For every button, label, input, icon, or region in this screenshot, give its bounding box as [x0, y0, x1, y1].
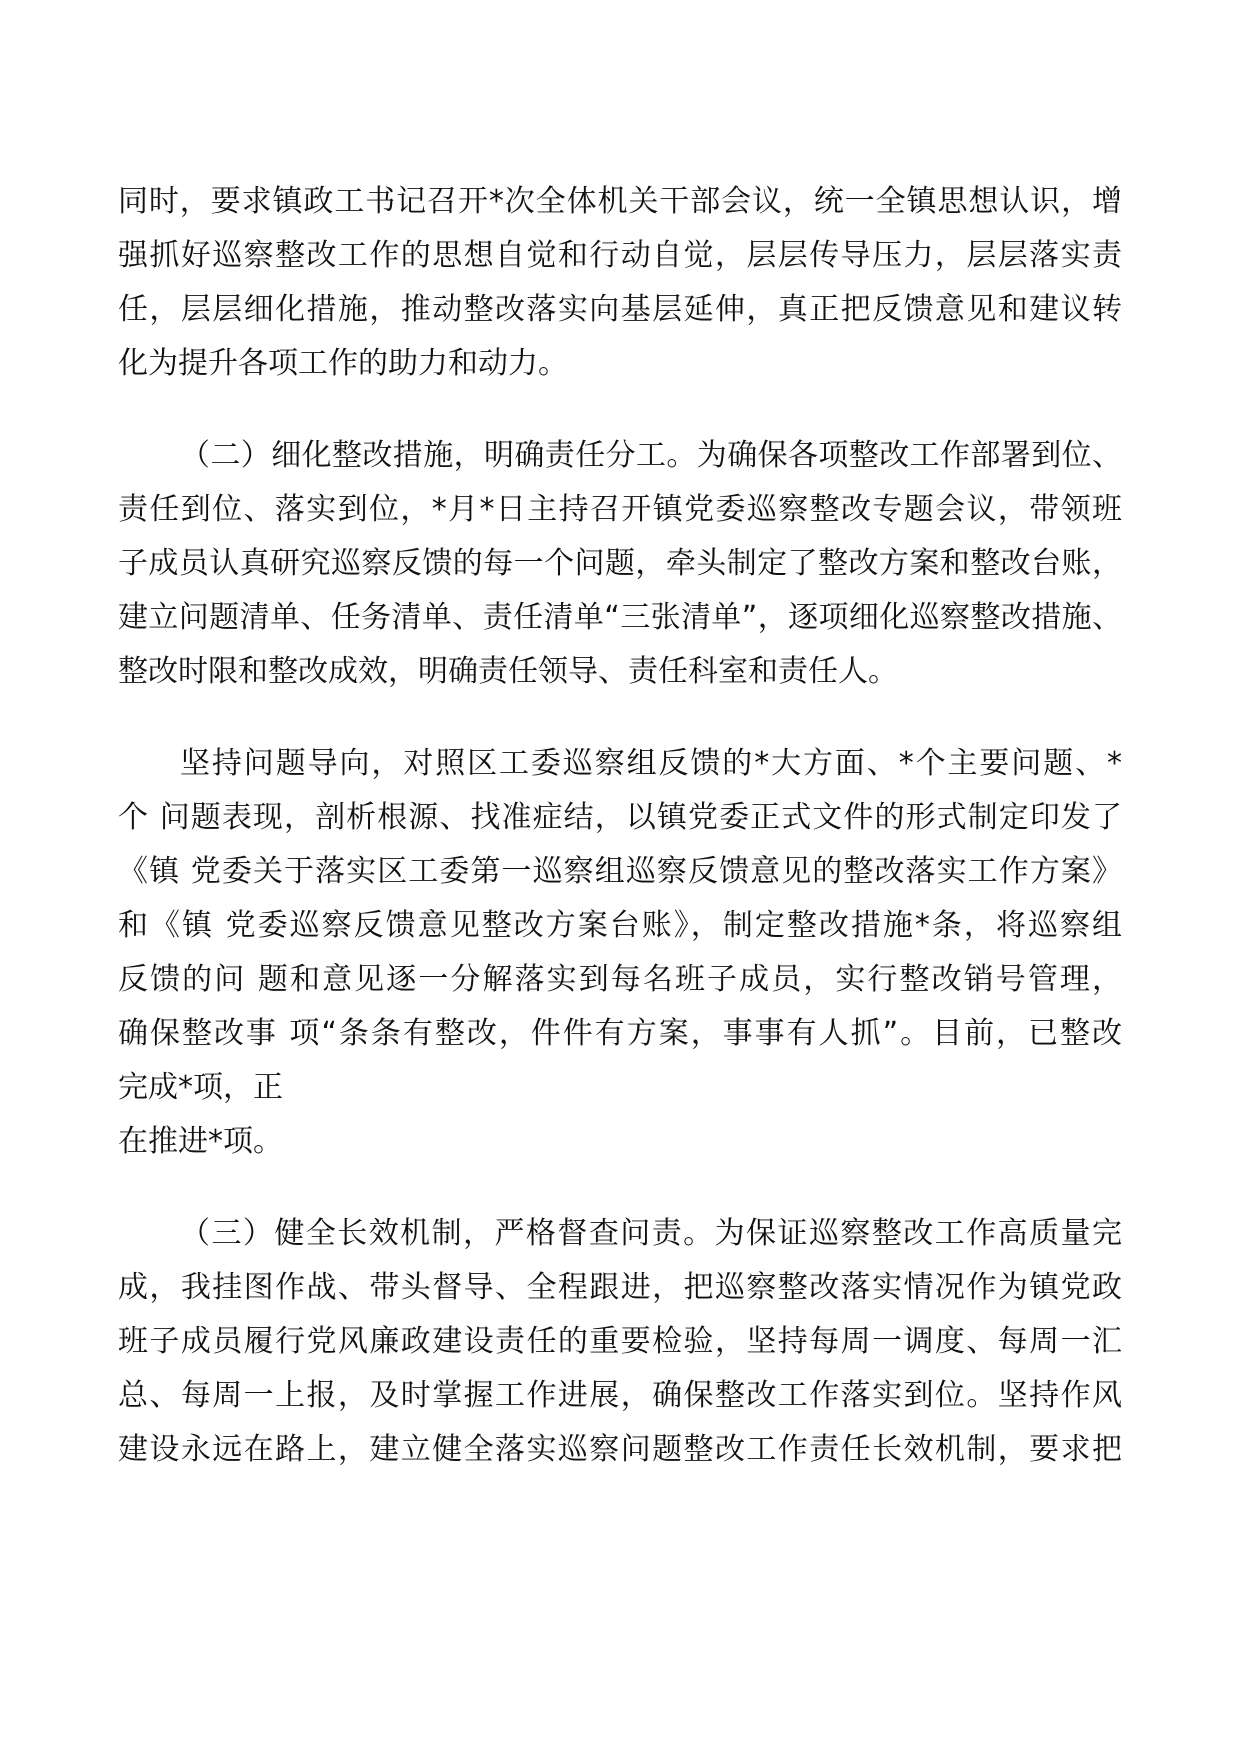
- text-line: 强抓好巡察整改工作的思想自觉和行动自觉，层层传导压力，层层落实责: [118, 238, 1122, 273]
- text-line: 子成员认真研究巡察反馈的每一个问题，牵头制定了整改方案和整改台账，: [118, 546, 1122, 581]
- text-line: 责任到位、落实到位，*月*日主持召开镇党委巡察整改专题会议，带领班: [118, 492, 1122, 527]
- text-line: 个 问题表现，剖析根源、找准症结，以镇党委正式文件的形式制定印发了: [118, 800, 1122, 835]
- text-line: 坚持问题导向，对照区工委巡察组反馈的*大方面、*个主要问题、*: [180, 746, 1122, 781]
- section-heading-line: （三）健全长效机制，严格督查问责。为保证巡察整改工作高质量完: [180, 1216, 1122, 1251]
- paragraph-1: [118, 175, 1122, 391]
- paragraph-2: [118, 429, 1122, 699]
- text-line: 和《镇 党委巡察反馈意见整改方案台账》，制定整改措施*条，将巡察组: [118, 908, 1122, 943]
- text-line: 班子成员履行党风廉政建设责任的重要检验，坚持每周一调度、每周一汇: [118, 1324, 1122, 1359]
- text-line: 整改时限和整改成效，明确责任领导、责任科室和责任人。: [118, 654, 898, 689]
- text-line: 总、每周一上报，及时掌握工作进展，确保整改工作落实到位。坚持作风: [118, 1378, 1122, 1413]
- text-line: 《镇 党委关于落实区工委第一巡察组巡察反馈意见的整改落实工作方案》: [118, 854, 1122, 889]
- text-line: 在推进*项。: [118, 1124, 283, 1159]
- section-heading-line: （二）细化整改措施，明确责任分工。为确保各项整改工作部署到位、: [180, 438, 1122, 473]
- text-line: 完成*项，正: [118, 1070, 283, 1105]
- text-line: 任，层层细化措施，推动整改落实向基层延伸，真正把反馈意见和建议转: [118, 292, 1122, 327]
- text-line: 确保整改事 项“条条有整改，件件有方案，事事有人抓”。目前，已整改: [118, 1016, 1122, 1051]
- text-line: 建设永远在路上，建立健全落实巡察问题整改工作责任长效机制，要求把: [118, 1432, 1122, 1467]
- text-line: 同时，要求镇政工书记召开*次全体机关干部会议，统一全镇思想认识，增: [118, 184, 1122, 219]
- text-line: 反馈的问 题和意见逐一分解落实到每名班子成员，实行整改销号管理，: [118, 962, 1122, 997]
- text-line: 建立问题清单、任务清单、责任清单“三张清单”，逐项细化巡察整改措施、: [118, 600, 1122, 635]
- text-line: 成，我挂图作战、带头督导、全程跟进，把巡察整改落实情况作为镇党政: [118, 1270, 1122, 1305]
- document-body: [118, 175, 1122, 1477]
- paragraph-3: [118, 737, 1122, 1169]
- paragraph-4: [118, 1207, 1122, 1477]
- text-line: 化为提升各项工作的助力和动力。: [118, 346, 568, 381]
